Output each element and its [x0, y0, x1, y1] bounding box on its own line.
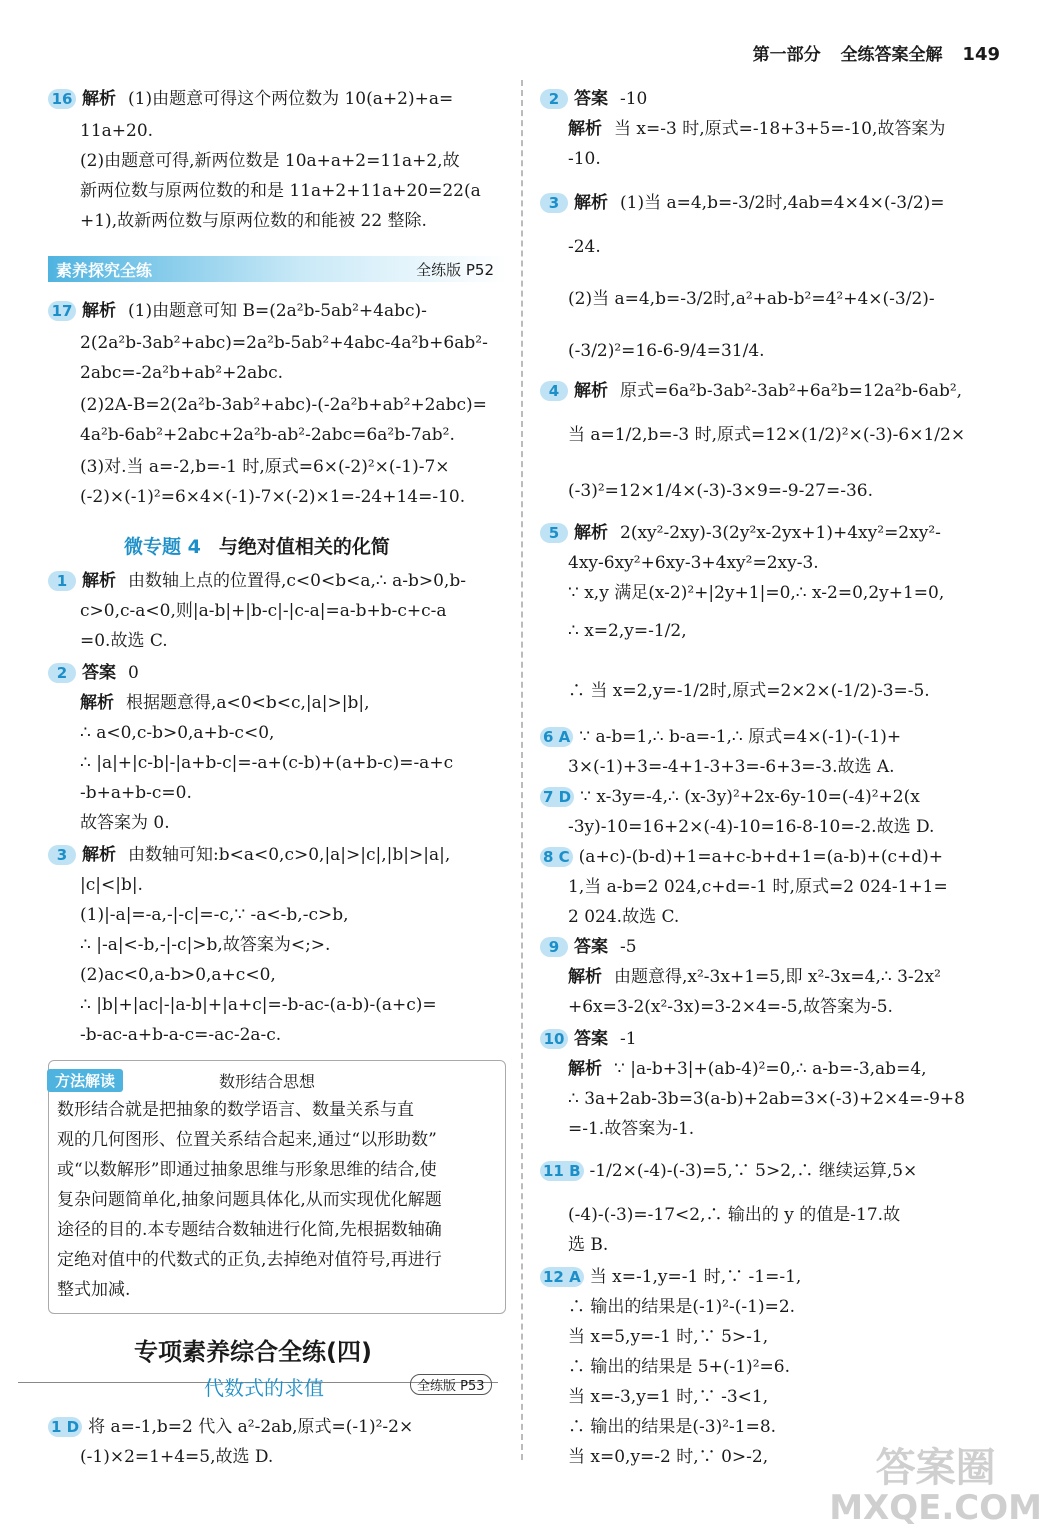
analysis-tag: 解析: [82, 89, 116, 109]
answer-tag: 答案: [82, 663, 116, 683]
analysis-tag: 解析: [568, 967, 602, 987]
t3-first-line: [48, 844, 450, 866]
topic-heading: [124, 532, 390, 559]
r2-answer-line: [540, 88, 647, 110]
question-badge: 9: [540, 937, 568, 957]
answer-tag: 答案: [574, 1029, 608, 1049]
text-line: (-3)²=12×1/4×(-3)-3×9=-9-27=-36.: [568, 481, 874, 501]
t2-answer-line: [48, 662, 139, 684]
text-line: ∴ 输出的结果是 5+(-1)²=6.: [568, 1357, 790, 1377]
text-line: 当 x=0,y=-2 时,∵ 0>-2,: [568, 1447, 769, 1467]
text-line: 2(xy²-2xy)-3(2y²x-2yx+1)+4xy²=2xy²-: [620, 523, 941, 543]
question-badge: 6 A: [540, 727, 573, 747]
question-badge: 2: [48, 663, 76, 683]
analysis-tag: 解析: [82, 845, 116, 865]
answer-tag: 答案: [574, 937, 608, 957]
text-line: 2abc=-2a²b+ab²+2abc.: [80, 363, 284, 383]
text-line: ∴ |b|+|ac|-|a-b|+|a+c|=-b-ac-(a-b)-(a+c)=: [80, 995, 437, 1015]
s1-first-line: [48, 1416, 413, 1438]
answer-value: -10: [620, 89, 648, 109]
r9-answer-line: [540, 936, 637, 958]
page-number: 149: [962, 44, 1000, 65]
text-line: 4xy-6xy²+6xy-3+4xy²=2xy-3.: [568, 553, 819, 573]
text-line: 选 B.: [568, 1235, 609, 1255]
text-line: 当 x=-3 时,原式=-18+3+5=-10,故答案为: [614, 119, 946, 139]
text-line: (3)对.当 a=-2,b=-1 时,原式=6×(-2)²×(-1)-7×: [80, 457, 450, 477]
text-line: 当 x=5,y=-1 时,∵ 5>-1,: [568, 1327, 769, 1347]
text-line: 2 024.故选 C.: [568, 907, 680, 927]
text-line: 3×(-1)+3=-4+1-3+3=-6+3=-3.故选 A.: [568, 757, 895, 777]
r11-first-line: [540, 1160, 917, 1182]
text-line: 当 x=-1,y=-1 时,∵ -1=-1,: [589, 1267, 802, 1287]
q17-first-line: [48, 300, 427, 322]
text-line: (1)由题意可知 B=(2a²b-5ab²+4abc)-: [128, 301, 427, 321]
analysis-tag: 解析: [82, 571, 116, 591]
question-badge: 5: [540, 523, 568, 543]
text-line: 当 a=1/2,b=-3 时,原式=12×(1/2)²×(-3)-6×1/2×: [568, 425, 966, 445]
text-line: 故答案为 0.: [80, 813, 170, 833]
text-line: +1),故新两位数与原两位数的和能被 22 整除.: [80, 211, 427, 231]
text-line: 将 a=-1,b=2 代入 a²-2ab,原式=(-1)²-2×: [88, 1417, 414, 1437]
method-line: 整式加减.: [57, 1280, 131, 1300]
text-line: -1/2×(-4)-(-3)=5,∵ 5>2,∴ 继续运算,5×: [589, 1161, 918, 1181]
question-badge: 4: [540, 381, 568, 401]
text-line: 当 x=-3,y=1 时,∵ -3<1,: [568, 1387, 769, 1407]
text-line: 11a+20.: [80, 121, 154, 141]
header-title: 全练答案全解: [840, 45, 943, 65]
text-line: |c|<|b|.: [80, 875, 143, 895]
text-line: 4a²b-6ab²+2abc+2a²b-ab²-2abc=6a²b-7ab².: [80, 425, 455, 445]
watermark: [829, 1445, 1042, 1528]
analysis-tag: 解析: [568, 1059, 602, 1079]
band-title: 素养探究全练: [56, 261, 153, 280]
text-line: 新两位数与原两位数的和是 11a+2+11a+20=22(a: [80, 181, 481, 201]
r2-analysis-line: [568, 118, 945, 140]
text-line: (2)ac<0,a-b>0,a+c<0,: [80, 965, 276, 985]
analysis-tag: 解析: [568, 119, 602, 139]
answer-value: -5: [620, 937, 637, 957]
question-badge: 3: [48, 845, 76, 865]
text-line: (-3/2)²=16-6-9/4=31/4.: [568, 341, 765, 361]
question-badge: 3: [540, 193, 568, 213]
question-badge: 7 D: [540, 787, 574, 807]
question-badge: 16: [48, 89, 76, 109]
text-line: ∴ 输出的结果是(-1)²-(-1)=2.: [568, 1297, 796, 1317]
text-line: c>0,c-a<0,则|a-b|+|b-c|-|c-a|=a-b+b-c+c-a: [80, 601, 447, 621]
text-line: (-2)×(-1)²=6×4×(-1)-7×(-2)×1=-24+14=-10.: [80, 487, 466, 507]
method-box: [48, 1060, 506, 1314]
watermark-logo: 答案圈: [875, 1445, 996, 1491]
text-line: ∴ a<0,c-b>0,a+b-c<0,: [80, 723, 275, 743]
text-line: ∴ 当 x=2,y=-1/2时,原式=2×2×(-1/2)-3=-5.: [568, 681, 930, 701]
topic-number: 微专题 4: [124, 536, 201, 558]
text-line: (2)当 a=4,b=-3/2时,a²+ab-b²=4²+4×(-3/2)-: [568, 289, 935, 309]
question-badge: 1: [48, 571, 76, 591]
text-line: ∴ 输出的结果是(-3)²-1=8.: [568, 1417, 777, 1437]
section-ref: 全练版 P53: [410, 1374, 492, 1395]
method-title: 数形结合思想: [219, 1072, 316, 1091]
header-part: 第一部分: [752, 45, 821, 65]
r6-first-line: [540, 726, 901, 748]
question-badge: 17: [48, 301, 76, 321]
method-line: 途径的目的.本专题结合数轴进行化简,先根据数轴确: [57, 1220, 442, 1240]
text-line: -24.: [568, 237, 601, 257]
method-line: 或“以数解形”即通过抽象思维与形象思维的结合,使: [57, 1160, 437, 1180]
r8-first-line: [540, 846, 943, 868]
analysis-tag: 解析: [574, 193, 608, 213]
text-line: 2(2a²b-3ab²+abc)=2a²b-5ab²+4abc-4a²b+6ab²-: [80, 333, 488, 353]
text-line: ∴ |-a|<-b,-|-c|>b,故答案为<;>.: [80, 935, 331, 955]
analysis-tag: 解析: [80, 693, 114, 713]
r3-first-line: [540, 192, 945, 214]
band-ref: 全练版 P52: [416, 261, 494, 279]
method-label: 方法解读: [47, 1069, 123, 1092]
text-line: -b-ac-a+b-a-c=-ac-2a-c.: [80, 1025, 282, 1045]
text-line: (2)由题意可得,新两位数是 10a+a+2=11a+2,故: [80, 151, 460, 171]
method-line: 观的几何图形、位置关系结合起来,通过“以形助数”: [57, 1130, 437, 1150]
method-line: 复杂问题简单化,抽象问题具体化,从而实现优化解题: [57, 1190, 442, 1210]
r5-first-line: [540, 522, 941, 544]
r12-first-line: [540, 1266, 801, 1288]
page-header: [739, 40, 1000, 65]
text-line: -3y)-10=16+2×(-4)-10=16-8-10=-2.故选 D.: [568, 817, 935, 837]
text-line: ∴ 3a+2ab-3b=3(a-b)+2ab=3×(-3)+2×4=-9+8: [568, 1089, 965, 1109]
method-line: 定绝对值中的代数式的正负,去掉绝对值符号,再进行: [57, 1250, 442, 1270]
question-badge: 8 C: [540, 847, 573, 867]
r10-answer-line: [540, 1028, 637, 1050]
t2-analysis-line: [80, 692, 369, 714]
r9-analysis-line: [568, 966, 941, 988]
text-line: 根据题意得,a<0<b<c,|a|>|b|,: [126, 693, 370, 713]
analysis-tag: 解析: [574, 381, 608, 401]
text-line: +6x=3-2(x²-3x)=3-2×4=-5,故答案为-5.: [568, 997, 893, 1017]
r4-first-line: [540, 380, 962, 402]
text-line: =0.故选 C.: [80, 631, 168, 651]
text-line: ∵ x,y 满足(x-2)²+|2y+1|=0,∴ x-2=0,2y+1=0,: [568, 583, 945, 603]
text-line: (a+c)-(b-d)+1=a+c-b+d+1=(a-b)+(c+d)+: [578, 847, 944, 867]
text-line: -b+a+b-c=0.: [80, 783, 192, 803]
question-badge: 12 A: [540, 1267, 584, 1287]
method-line: 数形结合就是把抽象的数学语言、数量关系与直: [57, 1100, 414, 1120]
text-line: (1)由题意可得这个两位数为 10(a+2)+a=: [128, 89, 454, 109]
question-badge: 1 D: [48, 1417, 82, 1437]
analysis-tag: 解析: [574, 523, 608, 543]
text-line: (-1)×2=1+4=5,故选 D.: [80, 1447, 274, 1467]
analysis-tag: 解析: [82, 301, 116, 321]
text-line: (-4)-(-3)=-17<2,∴ 输出的 y 的值是-17.故: [568, 1205, 901, 1225]
t1-first-line: [48, 570, 466, 592]
q16-first-line: [48, 88, 453, 110]
section-subtitle: 代数式的求值: [204, 1376, 324, 1400]
column-divider: [521, 80, 523, 1460]
section-band: [48, 256, 508, 282]
question-badge: 2: [540, 89, 568, 109]
text-line: 由题意得,x²-3x+1=5,即 x²-3x=4,∴ 3-2x²: [614, 967, 941, 987]
text-line: -10.: [568, 149, 601, 169]
text-line: =-1.故答案为-1.: [568, 1119, 695, 1139]
answer-tag: 答案: [574, 89, 608, 109]
text-line: (1)当 a=4,b=-3/2时,4ab=4×4×(-3/2)=: [620, 193, 945, 213]
text-line: 由数轴可知:b<a<0,c>0,|a|>|c|,|b|>|a|,: [128, 845, 451, 865]
answer-value: -1: [620, 1029, 637, 1049]
text-line: 1,当 a-b=2 024,c+d=-1 时,原式=2 024-1+1=: [568, 877, 948, 897]
text-line: ∴ x=2,y=-1/2,: [568, 621, 687, 641]
text-line: ∵ x-3y=-4,∴ (x-3y)²+2x-6y-10=(-4)²+2(x: [580, 787, 920, 807]
section-title: 专项素养综合全练(四): [134, 1338, 372, 1366]
text-line: ∴ |a|+|c-b|-|a+b-c|=-a+(c-b)+(a+b-c)=-a+c: [80, 753, 454, 773]
watermark-url: MXQE.COM: [829, 1488, 1042, 1528]
text-line: ∵ |a-b+3|+(ab-4)²=0,∴ a-b=-3,ab=4,: [614, 1059, 927, 1079]
text-line: 原式=6a²b-3ab²-3ab²+6a²b=12a²b-6ab²,: [620, 381, 963, 401]
text-line: ∵ a-b=1,∴ b-a=-1,∴ 原式=4×(-1)-(-1)+: [579, 727, 902, 747]
topic-title: 与绝对值相关的化简: [218, 536, 390, 558]
r10-analysis-line: [568, 1058, 927, 1080]
r7-first-line: [540, 786, 920, 808]
question-badge: 11 B: [540, 1161, 584, 1181]
text-line: 由数轴上点的位置得,c<0<b<a,∴ a-b>0,b-: [128, 571, 466, 591]
text-line: (1)|-a|=-a,-|-c|=-c,∵ -a<-b,-c>b,: [80, 905, 349, 925]
text-line: (2)2A-B=2(2a²b-3ab²+abc)-(-2a²b+ab²+2abc)=: [80, 395, 487, 415]
question-badge: 10: [540, 1029, 568, 1049]
answer-value: 0: [128, 663, 139, 683]
